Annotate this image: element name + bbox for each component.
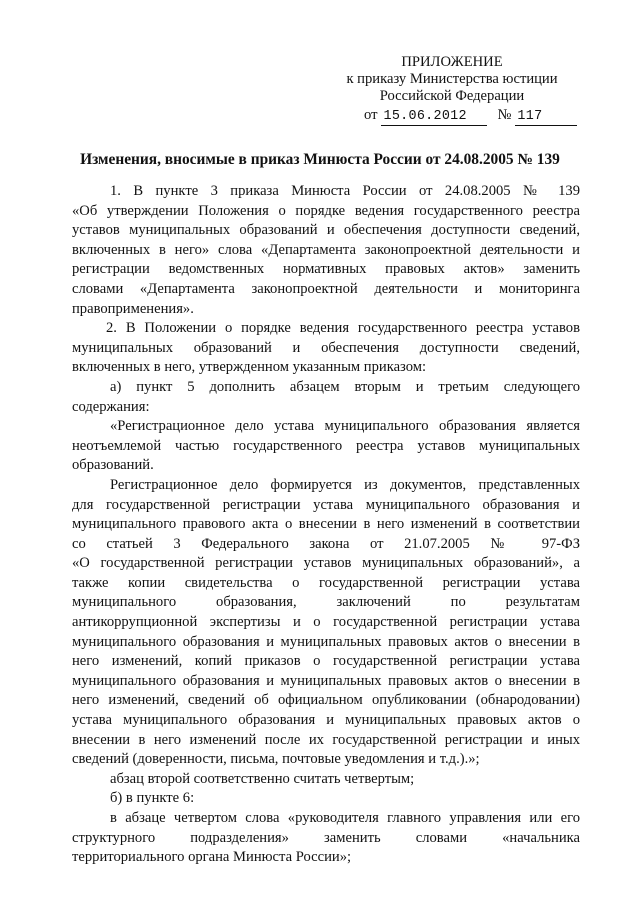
paragraph-5 (72, 476, 580, 770)
text-line: него изменений, сведений об официальном опубликовании (обнародовании) (72, 692, 580, 709)
paragraph-7 (72, 789, 580, 809)
text-line: уставов муниципальных образований и обеспечения доступности сведений, (72, 222, 580, 239)
text-line: «Регистрационное дело устава муниципального образования является (110, 418, 580, 435)
appendix-title: ПРИЛОЖЕНИЕ (401, 54, 503, 70)
document-body (72, 182, 580, 868)
text-line: муниципального образования и муниципальных правовых актов о внесении в (72, 633, 580, 650)
text-line: для государственной регистрации устава муниципального образования и (72, 496, 580, 513)
text-line: муниципального правового акта о внесении в него изменений в соответствии (72, 516, 580, 533)
text-line: структурного подразделения» заменить словами «начальника (72, 829, 580, 846)
text-line: б) в пункте 6: (110, 790, 195, 807)
text-line: образований. (72, 457, 154, 474)
paragraph-8 (72, 809, 580, 868)
text-line: регистрации ведомственных нормативных правовых актов» заменить (72, 261, 580, 278)
text-line: также копии свидетельства о государственной регистрации устава (72, 574, 580, 591)
text-line: 2. В Положении о порядке ведения государственного реестра уставов (106, 320, 580, 337)
text-line: абзац второй соответственно считать четвертым; (110, 770, 415, 787)
text-line: территориального органа Минюста России»; (72, 849, 352, 866)
order-date: 15.06.2012 (381, 109, 487, 126)
paragraph-6 (72, 770, 580, 790)
text-line: включенных в него, утвержденном указанным приказом: (72, 359, 427, 376)
appendix-line-1: к приказу Министерства юстиции (346, 71, 558, 87)
text-line: а) пункт 5 дополнить абзацем вторым и третьим следующего (110, 378, 580, 395)
text-line: неотъемлемой частью государственного реестра уставов муниципальных (72, 437, 580, 454)
text-line: «О государственной регистрации уставов муниципальных образований», а (72, 555, 580, 572)
appendix-header (312, 54, 592, 105)
text-line: него изменений, копий приказов о государственной регистрации устава (72, 653, 580, 670)
paragraph-3 (72, 378, 580, 417)
text-line: 1. В пункте 3 приказа Минюста России от 24.08.2005 № 139 (110, 183, 580, 199)
text-line: словами «Департамента законопроектной деятельности и мониторинга (72, 280, 580, 297)
text-line: «Об утверждении Положения о порядке ведения государственного реестра (72, 202, 580, 219)
order-number: 117 (515, 109, 577, 126)
paragraph-2 (72, 319, 580, 378)
text-line: муниципального образования и муниципальных правовых актов о внесении в (72, 672, 580, 689)
order-prefix: от (364, 107, 378, 123)
appendix-line-2: Российской Федерации (379, 88, 525, 104)
text-line: Регистрационное дело формируется из документов, представленных (110, 476, 580, 493)
text-line: со статьей 3 Федерального закона от 21.07.2005 № 97-ФЗ (72, 535, 580, 552)
paragraph-4 (72, 417, 580, 476)
text-line: антикоррупционной экспертизы и о государственной регистрации устава (72, 614, 580, 631)
text-line: внесении в него изменений после их государственной регистрации и иных (72, 731, 580, 748)
text-line: муниципальных образований и обеспечения доступности сведений, (72, 339, 580, 356)
document-title: Изменения, вносимые в приказ Минюста России от 24.08.2005 № 139 (80, 151, 560, 168)
text-line: в абзаце четвертом слова «руководителя главного управления или его (110, 810, 580, 826)
text-line: сведений (доверенности, письма, почтовые уведомления и т.д.).»; (72, 751, 480, 768)
paragraph-1 (72, 182, 580, 319)
text-line: содержания: (72, 398, 150, 415)
text-line: муниципального образования, заключений по результатам (72, 594, 580, 611)
order-number-label: № (497, 107, 512, 123)
text-line: правоприменения». (72, 300, 194, 317)
text-line: включенных в него» слова «Департамента законопроектной деятельности и (72, 241, 580, 258)
order-reference (364, 106, 577, 126)
text-line: устава муниципального образования и муниципальных правовых актов о (72, 712, 580, 729)
